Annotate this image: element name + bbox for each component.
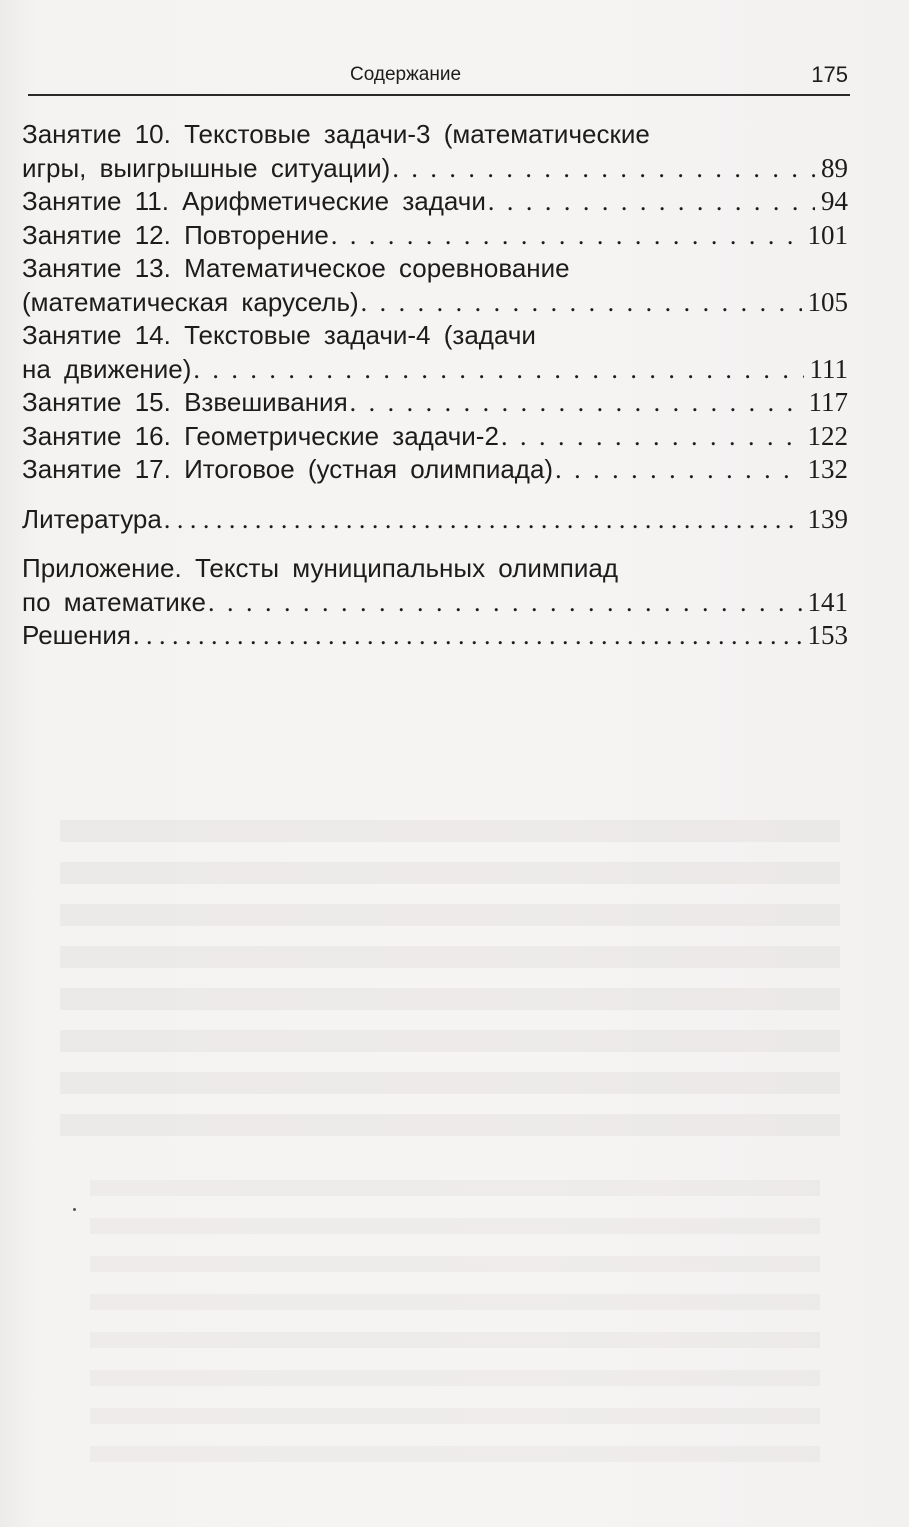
- toc-entry-title: Занятие 10. Текстовые задачи-3 (математические: [22, 119, 650, 149]
- toc-entry: [22, 386, 848, 420]
- toc-entry-title: Занятие 13. Математическое соревнование: [22, 253, 570, 283]
- page-number: 175: [811, 62, 848, 87]
- leader-dots: [331, 219, 802, 253]
- leader-dots: [555, 453, 801, 487]
- toc-entry-title-continued: (математическая карусель): [22, 286, 359, 317]
- running-header: [28, 58, 850, 96]
- leader-dots: [361, 286, 802, 320]
- leader-dots: [392, 152, 815, 186]
- toc-entry: [22, 185, 848, 219]
- toc-entry-title-continued: игры, выигрышные ситуации): [22, 152, 391, 183]
- toc-entry: [22, 118, 848, 185]
- toc-entry-page: 132: [807, 454, 848, 484]
- toc-entry-title: Литература: [22, 503, 162, 534]
- leader-dots: [488, 185, 815, 219]
- toc-entry-page: 89: [821, 152, 848, 183]
- toc-entry: [22, 552, 848, 619]
- leader-dots: [193, 353, 803, 387]
- toc-entry-page: 153: [807, 620, 848, 650]
- toc-entry-page: 101: [807, 219, 848, 250]
- leader-dots: [350, 386, 803, 420]
- toc-entry-title: Занятие 17. Итоговое (устная олимпиада): [22, 454, 554, 484]
- toc-entry: [22, 420, 848, 454]
- show-through-decoration: [60, 820, 840, 1150]
- leader-dots: [164, 503, 802, 537]
- toc-entry-page: 105: [807, 286, 848, 317]
- leader-dots: [208, 586, 802, 620]
- toc-entry: [22, 619, 848, 653]
- running-header-title: Содержание: [350, 64, 462, 85]
- toc-entry-title-continued: на движение): [22, 353, 192, 384]
- leader-dots: [133, 619, 802, 653]
- leader-dots: [501, 420, 802, 454]
- toc-entry: [22, 319, 848, 386]
- toc-entry-title: Занятие 11. Арифметические задачи: [22, 186, 486, 216]
- toc-entry-title-continued: по математике: [22, 586, 206, 617]
- toc-entry: [22, 453, 848, 487]
- print-speck: [73, 1208, 76, 1211]
- toc-entry-title: Решения: [22, 620, 131, 650]
- toc-entry-title: Приложение. Тексты муниципальных олимпиад: [22, 553, 618, 583]
- toc-entry: [22, 252, 848, 319]
- toc-entry-page: 111: [809, 353, 848, 384]
- table-of-contents: [22, 118, 848, 653]
- toc-entry-page: 94: [821, 186, 848, 216]
- toc-entry: [22, 219, 848, 253]
- toc-entry: [22, 503, 848, 537]
- toc-entry-title: Занятие 14. Текстовые задачи-4 (задачи: [22, 320, 536, 350]
- show-through-decoration-lower: [90, 1180, 820, 1470]
- toc-entry-title: Занятие 15. Взвешивания: [22, 387, 348, 417]
- toc-entry-title: Занятие 12. Повторение: [22, 219, 329, 250]
- toc-entry-title: Занятие 16. Геометрические задачи-2: [22, 420, 499, 451]
- toc-entry-page: 141: [807, 586, 848, 617]
- toc-entry-page: 117: [808, 387, 848, 417]
- toc-entry-page: 139: [807, 503, 848, 534]
- toc-entry-page: 122: [807, 420, 848, 451]
